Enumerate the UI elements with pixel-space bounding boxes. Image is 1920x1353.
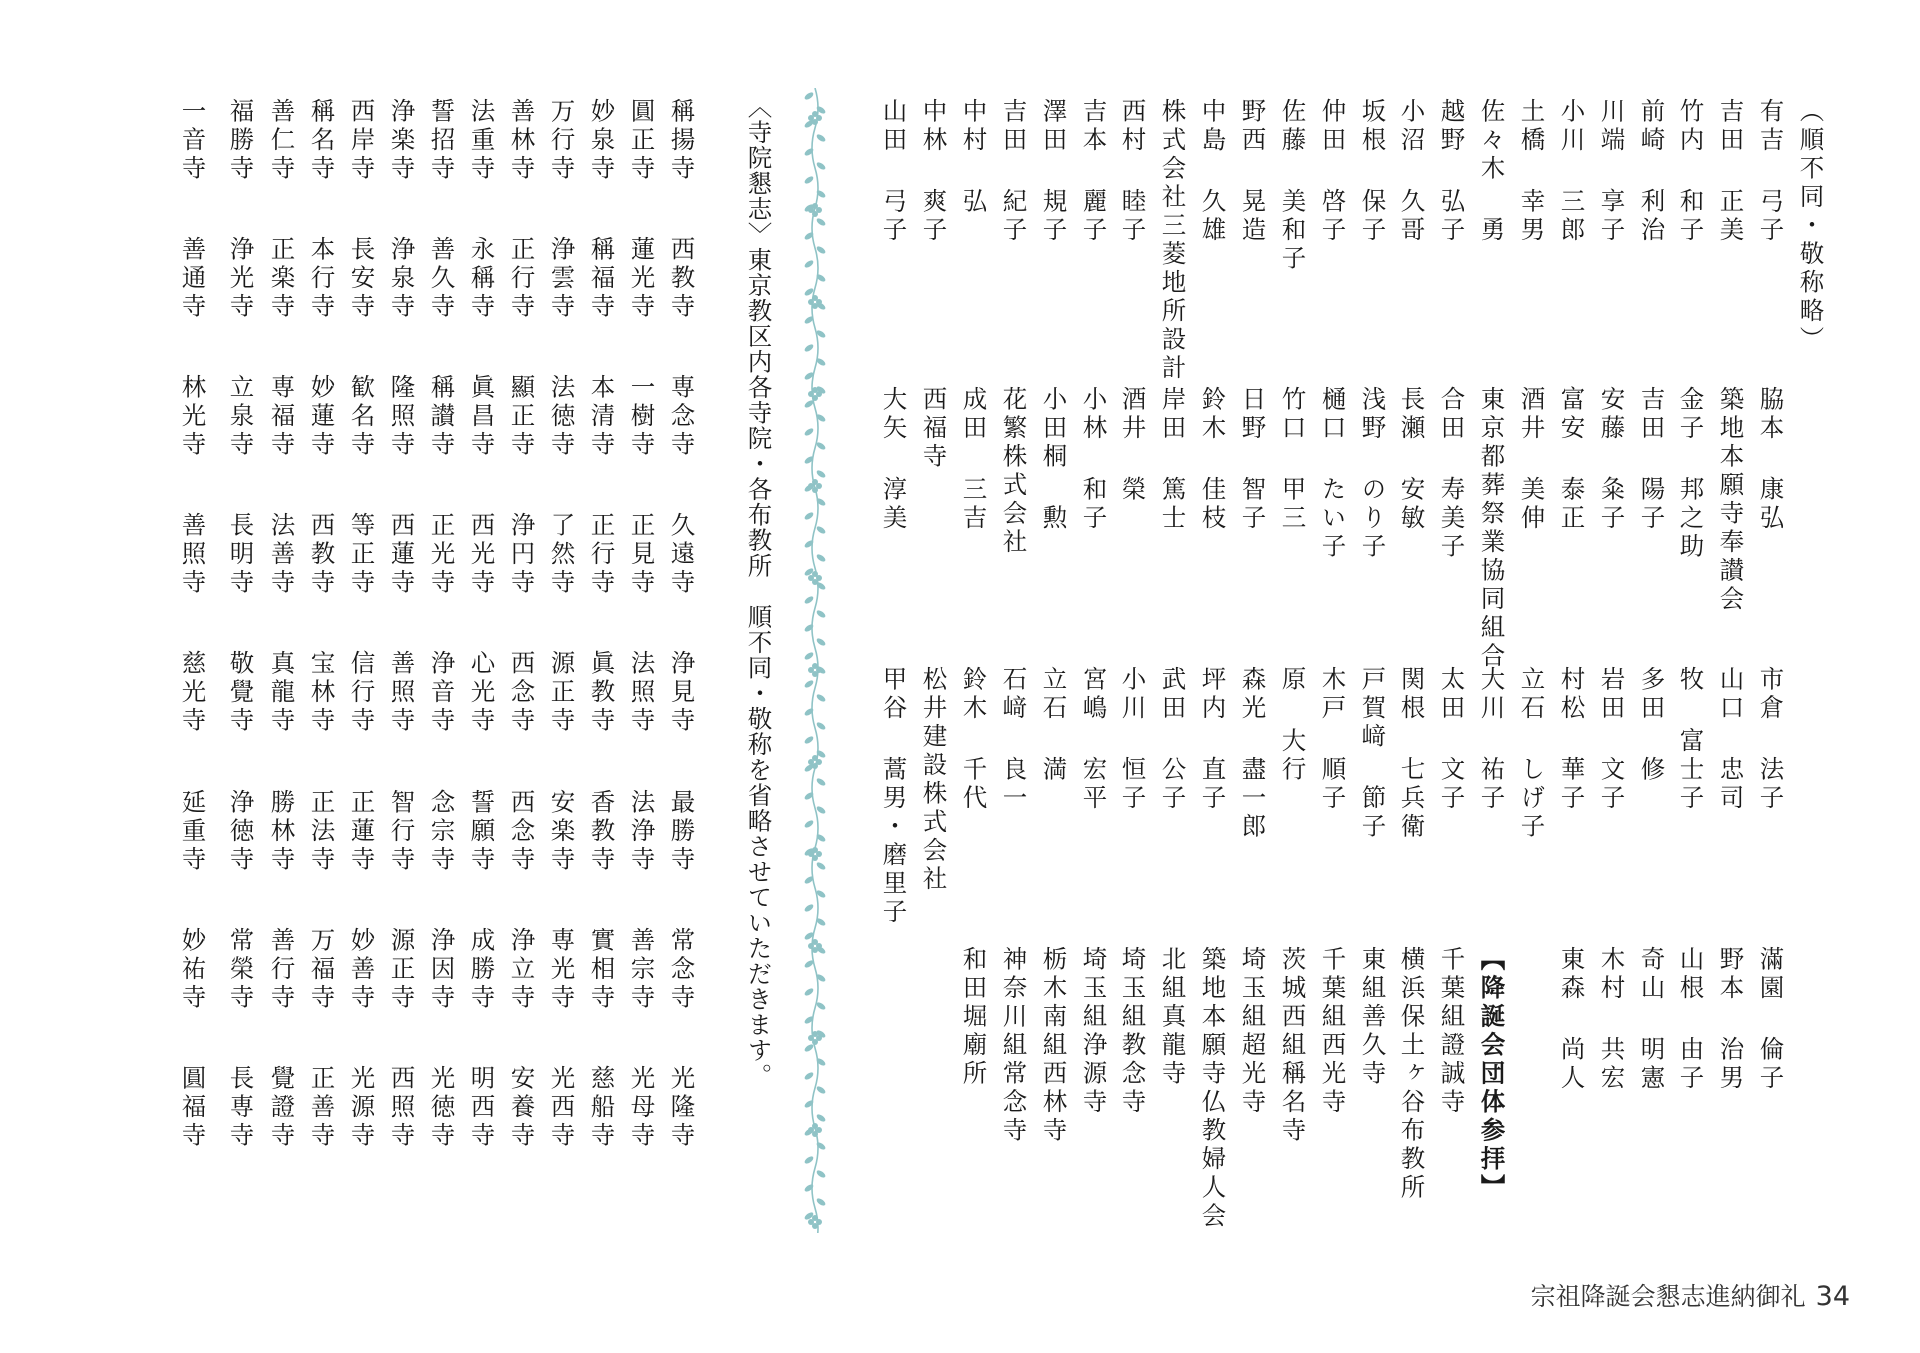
temple-name: 西念寺 [507, 650, 537, 736]
temple-name: 西岸寺 [347, 98, 377, 184]
temple-name: 西教寺 [307, 512, 337, 598]
temple-name: 源正寺 [387, 927, 417, 1013]
temple-name: 圓福寺 [178, 1065, 208, 1151]
temple-name: 信行寺 [347, 650, 377, 736]
donor-name: 日野 智子 [1238, 386, 1268, 533]
donor-name: 立石 しげ子 [1517, 666, 1547, 842]
donor-name: 澤田 規子 [1039, 98, 1069, 245]
donor-name: 坂根 保子 [1358, 98, 1388, 245]
temple-name: 心光寺 [467, 650, 497, 736]
temple-name: 妙泉寺 [587, 98, 617, 184]
temple-name: 光隆寺 [667, 1065, 697, 1151]
donor-name: 千葉組西光寺 [1318, 946, 1348, 1117]
temple-name: 浄立寺 [507, 927, 537, 1013]
temple-name: 浄円寺 [507, 512, 537, 598]
temple-name: 西教寺 [667, 236, 697, 322]
temple-name: 延重寺 [178, 789, 208, 875]
temple-name: 真龍寺 [267, 650, 297, 736]
temple-name: 福勝寺 [226, 98, 256, 184]
temple-name: 源正寺 [547, 650, 577, 736]
page-number: 34 [1815, 1281, 1850, 1312]
temple-name: 善通寺 [178, 236, 208, 322]
donor-name: 松井建設株式会社 [919, 666, 949, 894]
temple-name: 最勝寺 [667, 789, 697, 875]
donor-name: 埼玉組超光寺 [1238, 946, 1268, 1117]
donor-name: 東組善久寺 [1358, 946, 1388, 1089]
temple-name: 歓名寺 [347, 374, 377, 460]
temple-name: 西照寺 [387, 1065, 417, 1151]
temple-name: 光母寺 [627, 1065, 657, 1151]
donor-name: 中島 久雄 [1198, 98, 1228, 245]
donor-name: 山根 由子 [1676, 946, 1706, 1093]
temple-name: 光徳寺 [427, 1065, 457, 1151]
temple-name: 妙祐寺 [178, 927, 208, 1013]
donor-name: 竹口 甲三 [1278, 386, 1308, 533]
temple-name: 西光寺 [467, 512, 497, 598]
donor-name: 築地本願寺仏教婦人会 [1198, 946, 1228, 1231]
temple-name: 宝林寺 [307, 650, 337, 736]
donor-name: 成田 三吉 [959, 386, 989, 533]
donor-name: 立石 満 [1039, 666, 1069, 785]
donor-name: 武田 公子 [1158, 666, 1188, 813]
donor-name: 浅野 のり子 [1358, 386, 1388, 562]
temple-name: 正法寺 [307, 789, 337, 875]
donor-name: 吉田 陽子 [1637, 386, 1667, 533]
donor-name: 仲田 啓子 [1318, 98, 1348, 245]
temple-name: 専光寺 [547, 927, 577, 1013]
temple-name: 善照寺 [387, 650, 417, 736]
temple-name: 善仁寺 [267, 98, 297, 184]
temple-name: 光源寺 [347, 1065, 377, 1151]
temple-name: 久遠寺 [667, 512, 697, 598]
donor-name: 山口 忠司 [1716, 666, 1746, 813]
temple-name: 本行寺 [307, 236, 337, 322]
donor-name: 岩田 文子 [1597, 666, 1627, 813]
donor-name: 小川 恒子 [1118, 666, 1148, 813]
donor-name: 岸田 篤士 [1158, 386, 1188, 533]
donor-name: 太田 文子 [1437, 666, 1467, 813]
temple-name: 法浄寺 [627, 789, 657, 875]
temple-name: 常榮寺 [226, 927, 256, 1013]
temple-name: 等正寺 [347, 512, 377, 598]
donor-name: 土橋 幸男 [1517, 98, 1547, 245]
temple-name: 眞昌寺 [467, 374, 497, 460]
temple-name: 光西寺 [547, 1065, 577, 1151]
donor-name: 山田 弓子 [879, 98, 909, 245]
donor-name: 富安 泰正 [1557, 386, 1587, 533]
donor-name: 株式会社三菱地所設計 [1158, 98, 1188, 383]
temple-name: 専福寺 [267, 374, 297, 460]
temple-name: 眞教寺 [587, 650, 617, 736]
temple-name: 長明寺 [226, 512, 256, 598]
donor-name: 市倉 法子 [1756, 666, 1786, 813]
donor-name: 小沼 久哥 [1397, 98, 1427, 245]
temple-name: 成勝寺 [467, 927, 497, 1013]
temple-name: 立泉寺 [226, 374, 256, 460]
temple-name: 善行寺 [267, 927, 297, 1013]
temple-name: 隆照寺 [387, 374, 417, 460]
donor-name: 埼玉組教念寺 [1118, 946, 1148, 1117]
list-note: （順不同・敬称略） [1796, 98, 1826, 355]
donor-name: 小川 三郎 [1557, 98, 1587, 245]
donor-name: 坪内 直子 [1198, 666, 1228, 813]
donor-name: 村松 華子 [1557, 666, 1587, 813]
temple-name: 正楽寺 [267, 236, 297, 322]
temple-name: 善林寺 [507, 98, 537, 184]
temple-name: 妙善寺 [347, 927, 377, 1013]
temple-name: 正光寺 [427, 512, 457, 598]
temple-name: 善照寺 [178, 512, 208, 598]
temple-name: 浄楽寺 [387, 98, 417, 184]
temple-name: 誓願寺 [467, 789, 497, 875]
temple-name: 西念寺 [507, 789, 537, 875]
donor-name: 戸賀﨑 節子 [1358, 666, 1388, 842]
donor-name: 宮嶋 宏平 [1079, 666, 1109, 813]
donor-name: 甲谷 蒿男・磨里子 [879, 666, 909, 927]
temple-name: 稱福寺 [587, 236, 617, 322]
temple-name: 稱名寺 [307, 98, 337, 184]
donor-name: 越野 弘子 [1437, 98, 1467, 245]
donor-name: 鈴木 千代 [959, 666, 989, 813]
temple-name: 正行寺 [587, 512, 617, 598]
temple-name: 慈船寺 [587, 1065, 617, 1151]
donor-name: 神奈川組常念寺 [999, 946, 1029, 1146]
temple-name: 永稱寺 [467, 236, 497, 322]
temple-name: 浄因寺 [427, 927, 457, 1013]
donor-name: 築地本願寺奉讃会 [1716, 386, 1746, 614]
donor-name: 長瀬 安敏 [1397, 386, 1427, 533]
donor-name: 鈴木 佳枝 [1198, 386, 1228, 533]
temple-name: 浄泉寺 [387, 236, 417, 322]
temple-name: 浄徳寺 [226, 789, 256, 875]
temple-name: 万行寺 [547, 98, 577, 184]
donor-name: 大川 祐子 [1477, 666, 1507, 813]
temple-name: 浄雲寺 [547, 236, 577, 322]
temple-name: 安養寺 [507, 1065, 537, 1151]
donor-name: 東京都葬祭業協同組合 [1477, 386, 1507, 671]
temple-name: 長安寺 [347, 236, 377, 322]
temple-name: 浄見寺 [667, 650, 697, 736]
donor-name: 吉本 麗子 [1079, 98, 1109, 245]
temple-name: 妙蓮寺 [307, 374, 337, 460]
temple-name: 善宗寺 [627, 927, 657, 1013]
temple-name: 稱揚寺 [667, 98, 697, 184]
donor-name: 酒井 榮 [1118, 386, 1148, 505]
donor-name: 小田桐 勲 [1039, 386, 1069, 533]
donor-name: 横浜保土ヶ谷布教所 [1397, 946, 1427, 1203]
donor-name: 牧 富士子 [1676, 666, 1706, 813]
temple-name: 法徳寺 [547, 374, 577, 460]
section-heading: 【降誕会団体参拝】 [1477, 946, 1507, 1203]
temple-name: 念宗寺 [427, 789, 457, 875]
temple-name: 万福寺 [307, 927, 337, 1013]
temple-name: 安楽寺 [547, 789, 577, 875]
temple-name: 智行寺 [387, 789, 417, 875]
temple-name: 一音寺 [178, 98, 208, 184]
donor-name: 石﨑 良一 [999, 666, 1029, 813]
donor-name: 樋口 たい子 [1318, 386, 1348, 562]
donor-name: 多田 修 [1637, 666, 1667, 785]
temple-name: 圓正寺 [627, 98, 657, 184]
temple-name: 浄光寺 [226, 236, 256, 322]
temple-name: 浄音寺 [427, 650, 457, 736]
floral-vine-divider-icon [795, 88, 835, 1233]
donor-name: 森光 盡一郎 [1238, 666, 1268, 842]
temple-name: 顯正寺 [507, 374, 537, 460]
donor-name: 野本 治男 [1716, 946, 1746, 1093]
temple-name: 本清寺 [587, 374, 617, 460]
temple-name: 蓮光寺 [627, 236, 657, 322]
donor-name: 西村 睦子 [1118, 98, 1148, 245]
donor-name: 前崎 利治 [1637, 98, 1667, 245]
temple-name: 長専寺 [226, 1065, 256, 1151]
temple-name: 法重寺 [467, 98, 497, 184]
temple-name: 一樹寺 [627, 374, 657, 460]
temple-name: 法善寺 [267, 512, 297, 598]
donor-name: 北組真龍寺 [1158, 946, 1188, 1089]
donor-name: 有吉 弓子 [1756, 98, 1786, 245]
temple-name: 稱讃寺 [427, 374, 457, 460]
temple-section-header: 〈寺院懇志〉東京教区内各寺院・各布教所 順不同・敬称を省略させていただきます。 [744, 94, 774, 1089]
donor-name: 原 大行 [1278, 666, 1308, 785]
temple-name: 明西寺 [467, 1065, 497, 1151]
donor-name: 小林 和子 [1079, 386, 1109, 533]
temple-name: 誓招寺 [427, 98, 457, 184]
temple-name: 敬覺寺 [226, 650, 256, 736]
donor-name: 埼玉組浄源寺 [1079, 946, 1109, 1117]
donor-name: 栃木南組西林寺 [1039, 946, 1069, 1146]
temple-name: 了然寺 [547, 512, 577, 598]
temple-name: 善久寺 [427, 236, 457, 322]
temple-name: 法照寺 [627, 650, 657, 736]
donor-name: 木村 共宏 [1597, 946, 1627, 1093]
temple-name: 香教寺 [587, 789, 617, 875]
donor-name: 金子 邦之助 [1676, 386, 1706, 562]
donor-name: 合田 寿美子 [1437, 386, 1467, 562]
temple-name: 正善寺 [307, 1065, 337, 1151]
page-footer [1531, 1277, 1850, 1313]
temple-name: 正蓮寺 [347, 789, 377, 875]
donor-name: 中林 爽子 [919, 98, 949, 245]
temple-name: 正行寺 [507, 236, 537, 322]
donor-name: 佐藤 美和子 [1278, 98, 1308, 274]
temple-name: 西蓮寺 [387, 512, 417, 598]
donor-name: 吉田 紀子 [999, 98, 1029, 245]
donor-name: 竹内 和子 [1676, 98, 1706, 245]
donor-name: 花繁株式会社 [999, 386, 1029, 557]
temple-name: 林光寺 [178, 374, 208, 460]
temple-name: 實相寺 [587, 927, 617, 1013]
donor-name: 酒井 美伸 [1517, 386, 1547, 533]
donor-name: 奇山 明憲 [1637, 946, 1667, 1093]
donor-name: 関根 七兵衛 [1397, 666, 1427, 842]
temple-name: 正見寺 [627, 512, 657, 598]
donor-name: 滿園 倫子 [1756, 946, 1786, 1093]
temple-name: 慈光寺 [178, 650, 208, 736]
donor-name: 茨城西組稱名寺 [1278, 946, 1308, 1146]
donor-name: 佐々木 勇 [1477, 98, 1507, 245]
donor-name: 中村 弘 [959, 98, 989, 217]
donor-name: 千葉組證誠寺 [1437, 946, 1467, 1117]
donor-name: 和田堀廟所 [959, 946, 989, 1089]
temple-name: 覺證寺 [267, 1065, 297, 1151]
donor-name: 西福寺 [919, 386, 949, 472]
donor-name: 安藤 粂子 [1597, 386, 1627, 533]
temple-name: 勝林寺 [267, 789, 297, 875]
donor-name: 吉田 正美 [1716, 98, 1746, 245]
donor-name: 大矢 淳美 [879, 386, 909, 533]
temple-name: 常念寺 [667, 927, 697, 1013]
donor-name: 野西 晃造 [1238, 98, 1268, 245]
footer-title: 宗祖降誕会懇志進納御礼 [1530, 1282, 1806, 1311]
donor-name: 脇本 康弘 [1756, 386, 1786, 533]
donor-name: 木戸 順子 [1318, 666, 1348, 813]
temple-name: 専念寺 [667, 374, 697, 460]
donor-name: 川端 享子 [1597, 98, 1627, 245]
donor-name: 東森 尚人 [1557, 946, 1587, 1093]
